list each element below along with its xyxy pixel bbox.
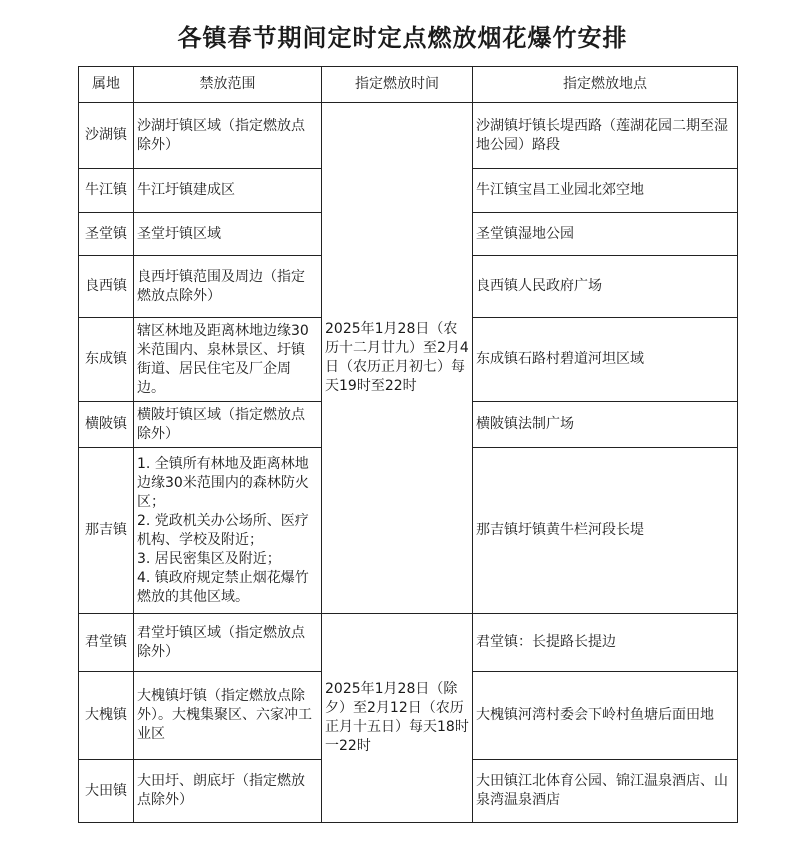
town-cell: 横陂镇 bbox=[79, 402, 134, 448]
table-header-row bbox=[79, 67, 738, 103]
place-cell: 圣堂镇湿地公园 bbox=[473, 213, 738, 256]
table-row bbox=[79, 103, 738, 169]
scope-cell: 1. 全镇所有林地及距离林地边缘30米范围内的森林防火区； 2. 党政机关办公场所、医疗机构、学校及附近； 3. 居民密集区及附近； 4. 镇政府规定禁止烟花爆竹燃放的其他区域。 bbox=[134, 448, 322, 614]
place-cell: 横陂镇法制广场 bbox=[473, 402, 738, 448]
place-cell: 大槐镇河湾村委会下岭村鱼塘后面田地 bbox=[473, 672, 738, 760]
table-row bbox=[79, 614, 738, 672]
town-cell: 君堂镇 bbox=[79, 614, 134, 672]
scope-cell: 大田圩、朗底圩（指定燃放点除外） bbox=[134, 760, 322, 823]
town-cell: 大田镇 bbox=[79, 760, 134, 823]
place-cell: 良西镇人民政府广场 bbox=[473, 256, 738, 318]
place-cell: 大田镇江北体育公园、锦江温泉酒店、山泉湾温泉酒店 bbox=[473, 760, 738, 823]
header-place: 指定燃放地点 bbox=[473, 67, 738, 103]
scope-cell: 大槐镇圩镇（指定燃放点除外）。大槐集聚区、六家冲工业区 bbox=[134, 672, 322, 760]
page-title: 各镇春节期间定时定点燃放烟花爆竹安排 bbox=[177, 23, 628, 52]
place-cell: 牛江镇宝昌工业园北郊空地 bbox=[473, 169, 738, 213]
place-cell: 那吉镇圩镇黄牛栏河段长堤 bbox=[473, 448, 738, 614]
town-cell: 沙湖镇 bbox=[79, 103, 134, 169]
scope-cell: 牛江圩镇建成区 bbox=[134, 169, 322, 213]
header-town: 属地 bbox=[79, 67, 134, 103]
place-cell: 沙湖镇圩镇长堤西路（莲湖花园二期至湿地公园）路段 bbox=[473, 103, 738, 169]
scope-cell: 横陂圩镇区域（指定燃放点除外） bbox=[134, 402, 322, 448]
time-cell: 2025年1月28日（除夕）至2月12日（农历正月十五日）每天18时一22时 bbox=[322, 614, 473, 823]
town-cell: 那吉镇 bbox=[79, 448, 134, 614]
header-time: 指定燃放时间 bbox=[322, 67, 473, 103]
town-cell: 圣堂镇 bbox=[79, 213, 134, 256]
place-cell: 君堂镇：长提路长提边 bbox=[473, 614, 738, 672]
scope-cell: 圣堂圩镇区域 bbox=[134, 213, 322, 256]
place-cell: 东成镇石路村碧道河坦区域 bbox=[473, 318, 738, 402]
header-scope: 禁放范围 bbox=[134, 67, 322, 103]
town-cell: 良西镇 bbox=[79, 256, 134, 318]
town-cell: 东成镇 bbox=[79, 318, 134, 402]
town-cell: 大槐镇 bbox=[79, 672, 134, 760]
schedule-table bbox=[78, 66, 738, 823]
town-cell: 牛江镇 bbox=[79, 169, 134, 213]
scope-cell: 辖区林地及距离林地边缘30米范围内、泉林景区、圩镇街道、居民住宅及厂企周边。 bbox=[134, 318, 322, 402]
scope-cell: 沙湖圩镇区域（指定燃放点除外） bbox=[134, 103, 322, 169]
scope-cell: 良西圩镇范围及周边（指定燃放点除外） bbox=[134, 256, 322, 318]
time-cell: 2025年1月28日（农历十二月廿九）至2月4日（农历正月初七）每天19时至22时 bbox=[322, 103, 473, 614]
scope-cell: 君堂圩镇区域（指定燃放点除外） bbox=[134, 614, 322, 672]
